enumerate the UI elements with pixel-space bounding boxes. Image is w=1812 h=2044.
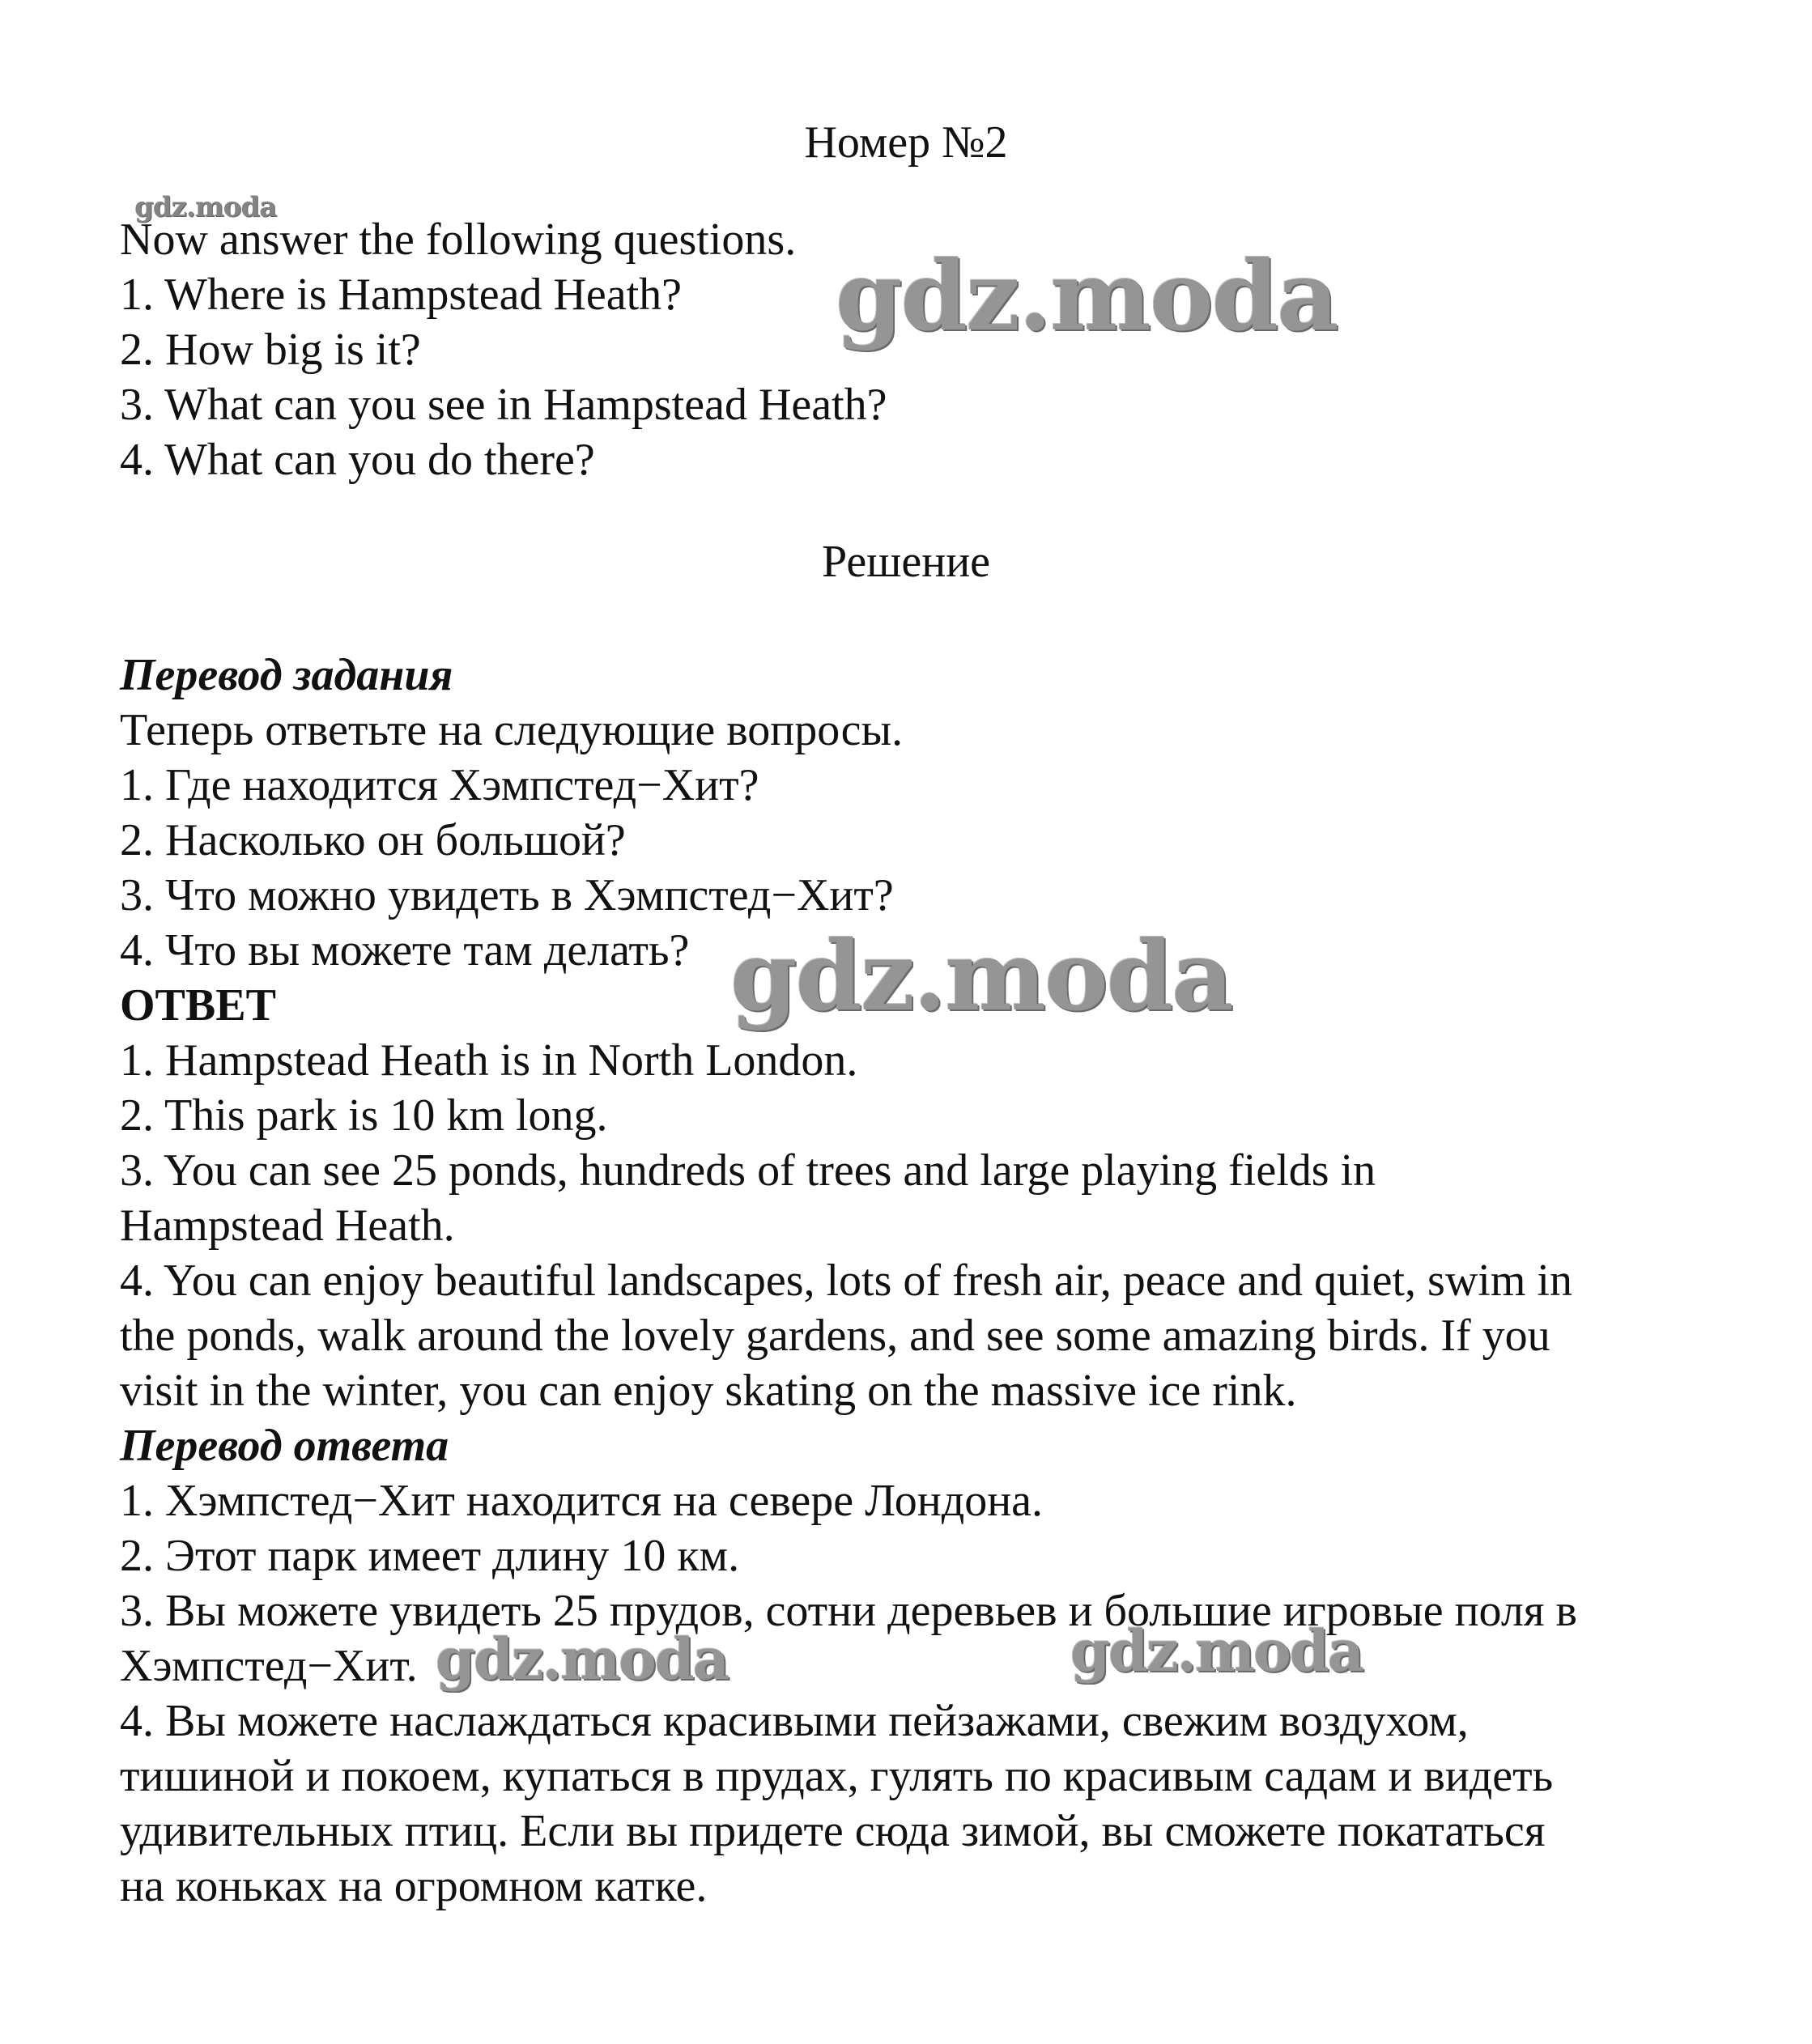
answer-line: 2. This park is 10 km long. [120,1090,608,1141]
watermark: gdz.moda [134,191,277,223]
page-title: Номер №2 [804,117,1008,168]
answer-line: 4. You can enjoy beautiful landscapes, lots of fresh air, peace and quiet, swim in [120,1256,1572,1306]
answer-line: 1. Hampstead Heath is in North London. [120,1035,858,1086]
task-intro: Now answer the following questions. [120,215,797,265]
answer-line: visit in the winter, you can enjoy skating on the massive ice rink. [120,1366,1297,1416]
answer-translation-line: 1. Хэмпстед−Хит находится на севере Лондона. [120,1476,1044,1526]
answer-translation-heading: Перевод ответа [120,1421,449,1471]
task-translation-line: 2. Насколько он большой? [120,815,626,865]
task-translation-line: 4. Что вы можете там делать? [120,925,690,975]
answer-translation-line: на коньках на огромном катке. [120,1861,708,1911]
solution-heading: Решение [821,537,991,587]
task-question-4: 4. What can you do there? [120,435,595,485]
answer-translation-line: Хэмпстед−Хит. [120,1641,418,1691]
watermark: gdz.moda [1070,1617,1363,1685]
watermark: gdz.moda [436,1625,729,1693]
task-question-2: 2. How big is it? [120,325,421,375]
answer-heading: ОТВЕТ [120,980,276,1030]
watermark: gdz.moda [730,920,1232,1032]
task-translation-line: 3. Что можно увидеть в Хэмпстед−Хит? [120,870,894,920]
watermark: gdz.moda [836,240,1338,352]
task-question-3: 3. What can you see in Hampstead Heath? [120,380,887,430]
task-question-1: 1. Where is Hampstead Heath? [120,270,683,320]
answer-translation-line: 4. Вы можете наслаждаться красивыми пейзажами, свежим воздухом, [120,1696,1469,1746]
answer-translation-line: 2. Этот парк имеет длину 10 км. [120,1531,740,1581]
task-translation-line: 1. Где находится Хэмпстед−Хит? [120,760,759,810]
task-translation-line: Теперь ответьте на следующие вопросы. [120,705,904,755]
answer-translation-line: тишиной и покоем, купаться в прудах, гулять по красивым садам и видеть [120,1751,1554,1801]
answer-line: Hampstead Heath. [120,1200,455,1251]
answer-line: 3. You can see 25 ponds, hundreds of trees and large playing fields in [120,1145,1376,1196]
task-translation-heading: Перевод задания [120,650,453,700]
answer-translation-line: удивительных птиц. Если вы придете сюда зимой, вы сможете покататься [120,1806,1546,1856]
answer-translation-line: 3. Вы можете увидеть 25 прудов, сотни деревьев и большие игровые поля в [120,1586,1577,1636]
answer-line: the ponds, walk around the lovely gardens, and see some amazing birds. If you [120,1311,1550,1361]
